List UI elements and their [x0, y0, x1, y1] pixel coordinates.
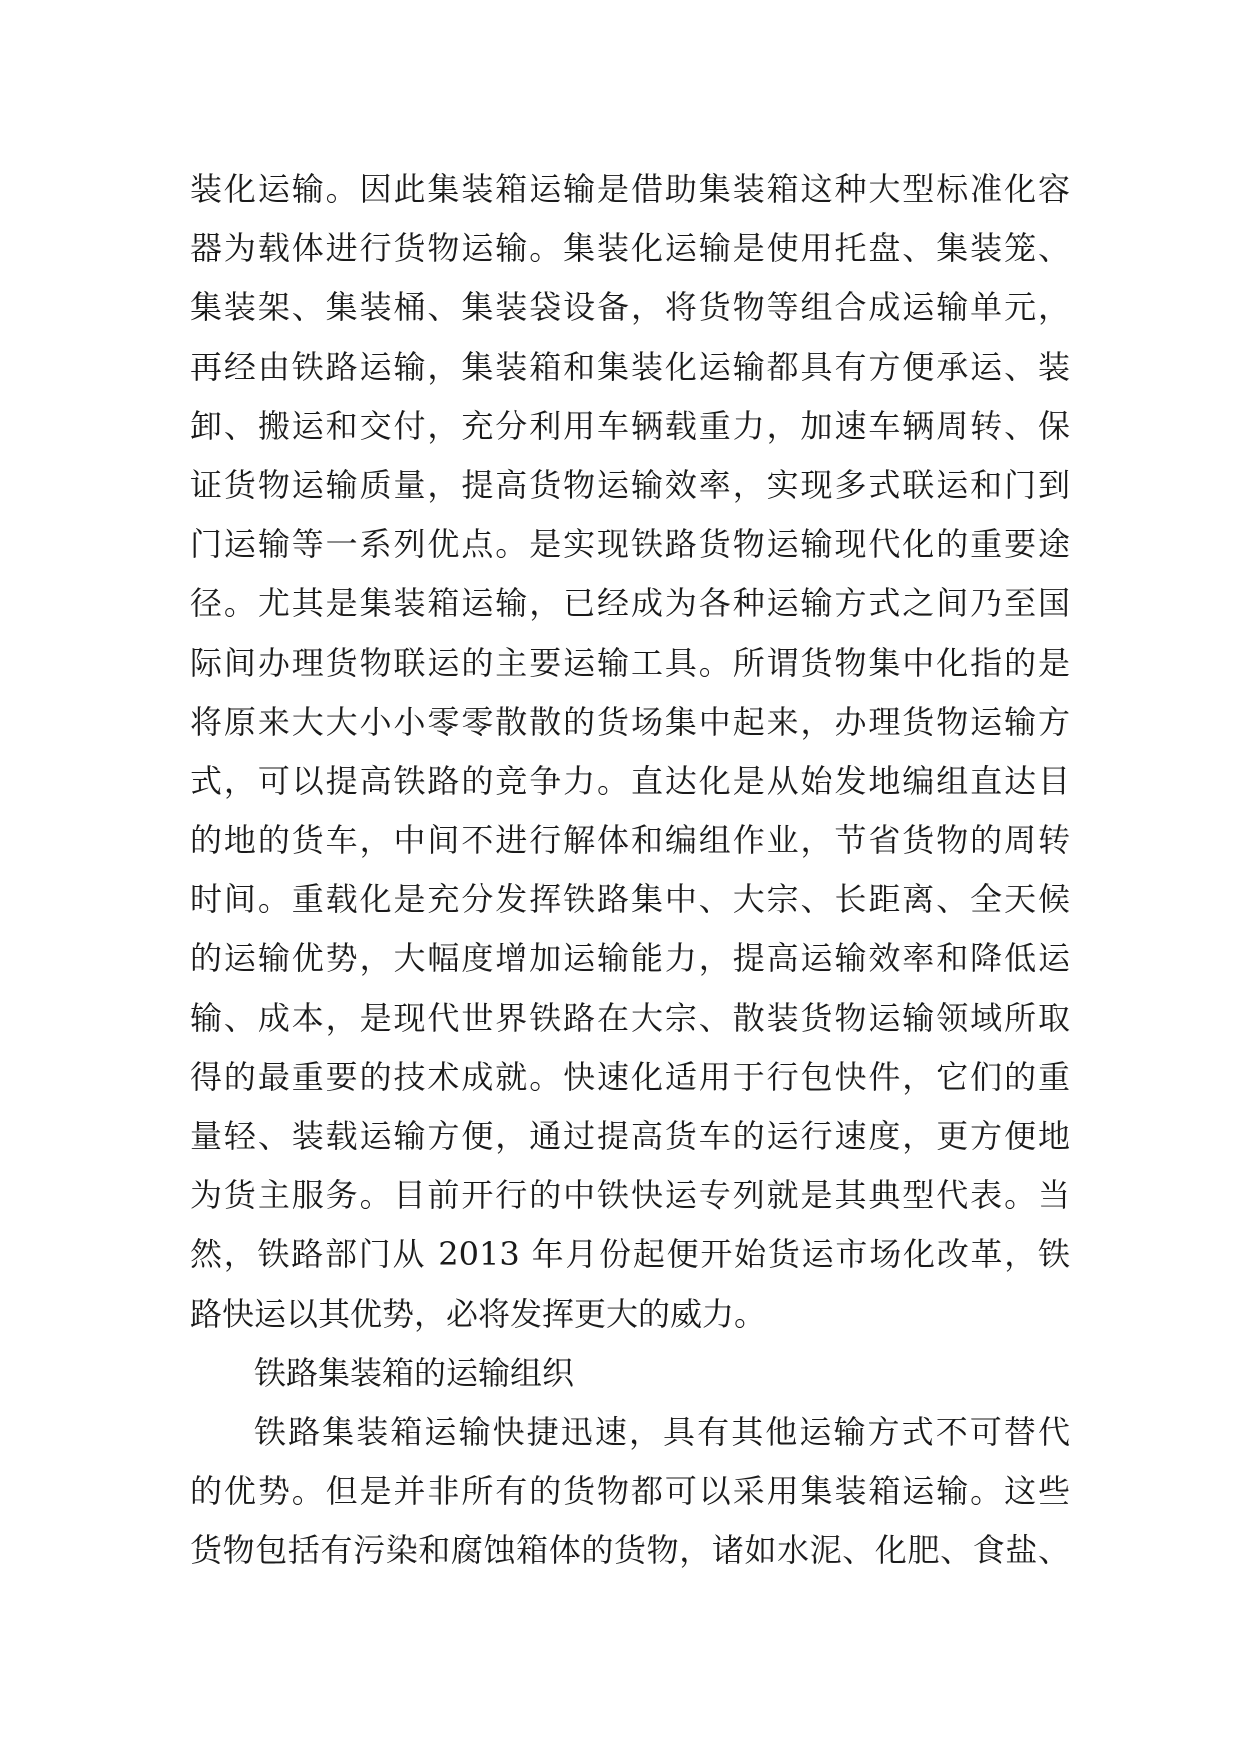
text-line: 装化运输。因此集装箱运输是借助集装箱这种大型标准化容	[190, 170, 1070, 208]
text-line: 铁路集装箱运输快捷迅速，具有其他运输方式不可替代	[254, 1412, 1070, 1451]
text-line: 将原来大大小小零零散散的货场集中起来，办理货物运输方	[190, 702, 1070, 741]
section-heading-text: 铁路集装箱的运输组织	[254, 1353, 575, 1392]
section-heading	[190, 1344, 1070, 1403]
text-line: 式，可以提高铁路的竞争力。直达化是从始发地编组直达目	[190, 761, 1070, 800]
text-line: 径。尤其是集装箱运输，已经成为各种运输方式之间乃至国	[190, 584, 1070, 623]
text-line: 为货主服务。目前开行的中铁快运专列就是其典型代表。当	[190, 1176, 1070, 1215]
text-line: 再经由铁路运输，集装箱和集装化运输都具有方便承运、装	[190, 347, 1070, 386]
paragraph	[190, 160, 1070, 1344]
text-line: 货物包括有污染和腐蚀箱体的货物，诸如水泥、化肥、食盐、	[190, 1531, 1070, 1570]
text-line: 的优势。但是并非所有的货物都可以采用集装箱运输。这些	[190, 1472, 1070, 1511]
text-line: 的地的货车，中间不进行解体和编组作业，节省货物的周转	[190, 821, 1070, 860]
text-line: 输、成本，是现代世界铁路在大宗、散装货物运输领域所取	[190, 998, 1070, 1037]
text-line: 际间办理货物联运的主要运输工具。所谓货物集中化指的是	[190, 643, 1070, 682]
text-line: 时间。重载化是充分发挥铁路集中、大宗、长距离、全天候	[190, 880, 1070, 919]
text-line: 器为载体进行货物运输。集装化运输是使用托盘、集装笼、	[190, 229, 1070, 268]
text-line: 得的最重要的技术成就。快速化适用于行包快件，它们的重	[190, 1057, 1070, 1096]
text-line: 然，铁路部门从 2013 年月份起便开始货运市场化改革，铁	[190, 1235, 1070, 1274]
text-line: 证货物运输质量，提高货物运输效率，实现多式联运和门到	[190, 465, 1070, 504]
text-line: 路快运以其优势，必将发挥更大的威力。	[190, 1294, 767, 1333]
text-line: 门运输等一系列优点。是实现铁路货物运输现代化的重要途	[190, 525, 1070, 564]
document-body	[190, 160, 1070, 1581]
text-line: 量轻、装载运输方便，通过提高货车的运行速度，更方便地	[190, 1117, 1070, 1155]
text-line: 卸、搬运和交付，充分利用车辆载重力，加速车辆周转、保	[190, 406, 1070, 445]
text-line: 的运输优势，大幅度增加运输能力，提高运输效率和降低运	[190, 939, 1070, 978]
paragraph	[190, 1403, 1070, 1581]
text-line: 集装架、集装桶、集装袋设备，将货物等组合成运输单元，	[190, 288, 1070, 327]
